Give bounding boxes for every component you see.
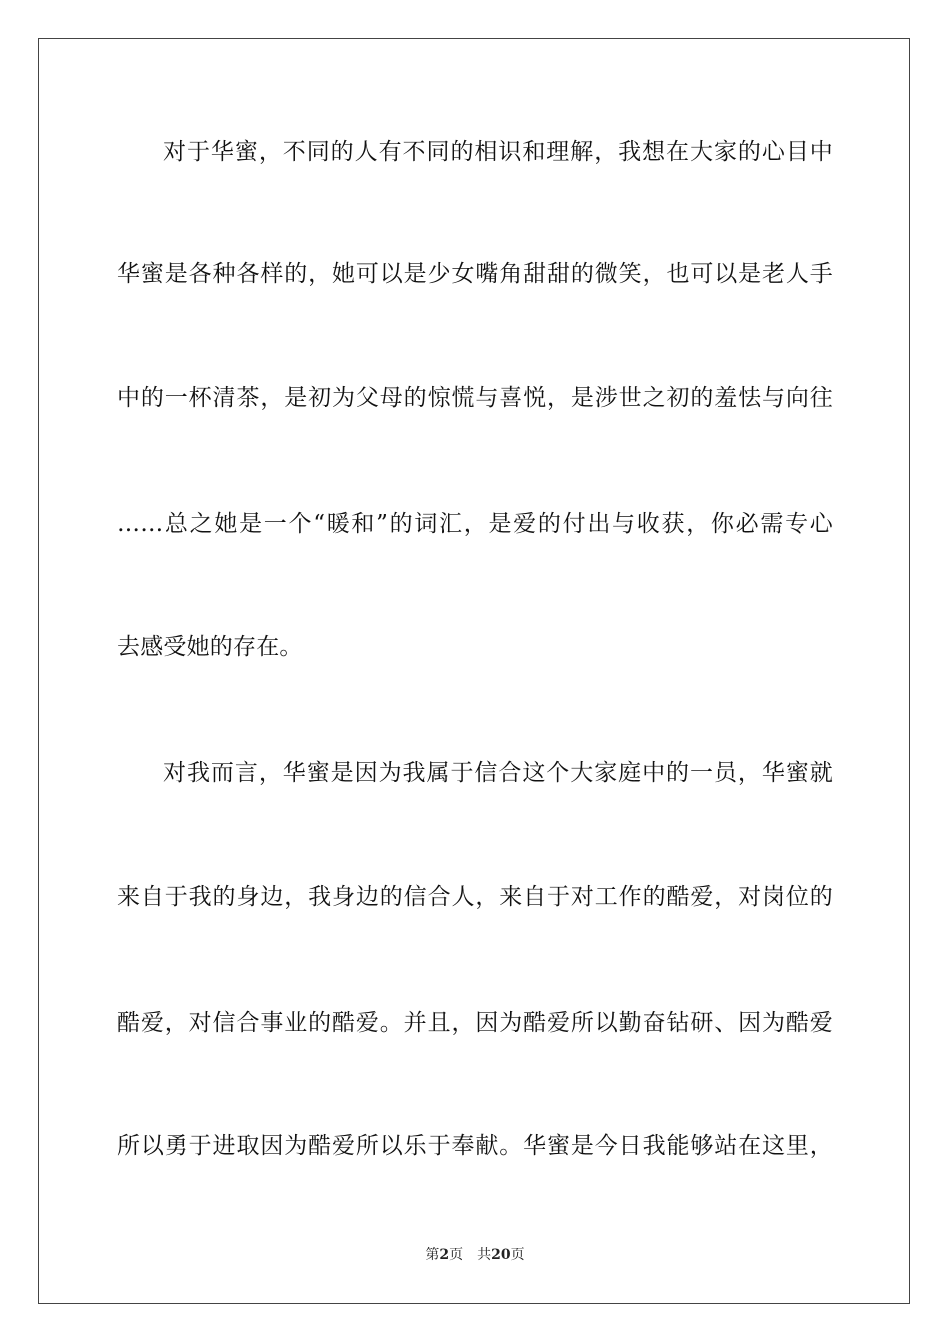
paragraph-2-line-1: 对我而言，华蜜是因为我属于信合这个大家庭中的一员，华蜜就 — [163, 760, 833, 786]
total-pages: 20 — [491, 1247, 511, 1263]
page-prefix: 第 — [425, 1247, 440, 1263]
paragraph-1-line-1: 对于华蜜，不同的人有不同的相识和理解，我想在大家的心目中 — [163, 139, 833, 165]
paragraph-2-line-3: 酷爱，对信合事业的酷爱。并且，因为酷爱所以勤奋钻研、因为酷爱 — [117, 1010, 833, 1036]
paragraph-2-line-2: 来自于我的身边，我身边的信合人，来自于对工作的酷爱，对岗位的 — [117, 884, 833, 910]
total-prefix: 共 — [477, 1247, 492, 1263]
page-suffix: 页 — [449, 1247, 464, 1263]
paragraph-1-line-5: 去感受她的存在。 — [117, 634, 303, 660]
page-footer — [0, 1246, 950, 1264]
paragraph-1-line-2: 华蜜是各种各样的，她可以是少女嘴角甜甜的微笑，也可以是老人手 — [117, 261, 833, 287]
paragraph-1-line-4: ……总之她是一个“暖和”的词汇，是爱的付出与收获，你必需专心 — [117, 511, 833, 537]
paragraph-1-line-3: 中的一杯清茶，是初为父母的惊慌与喜悦，是涉世之初的羞怯与向往 — [117, 385, 833, 411]
page-number: 2 — [439, 1247, 450, 1263]
paragraph-2-line-4: 所以勇于进取因为酷爱所以乐于奉献。华蜜是今日我能够站在这里， — [117, 1133, 833, 1159]
total-suffix: 页 — [510, 1247, 525, 1263]
page-border — [38, 38, 910, 1304]
